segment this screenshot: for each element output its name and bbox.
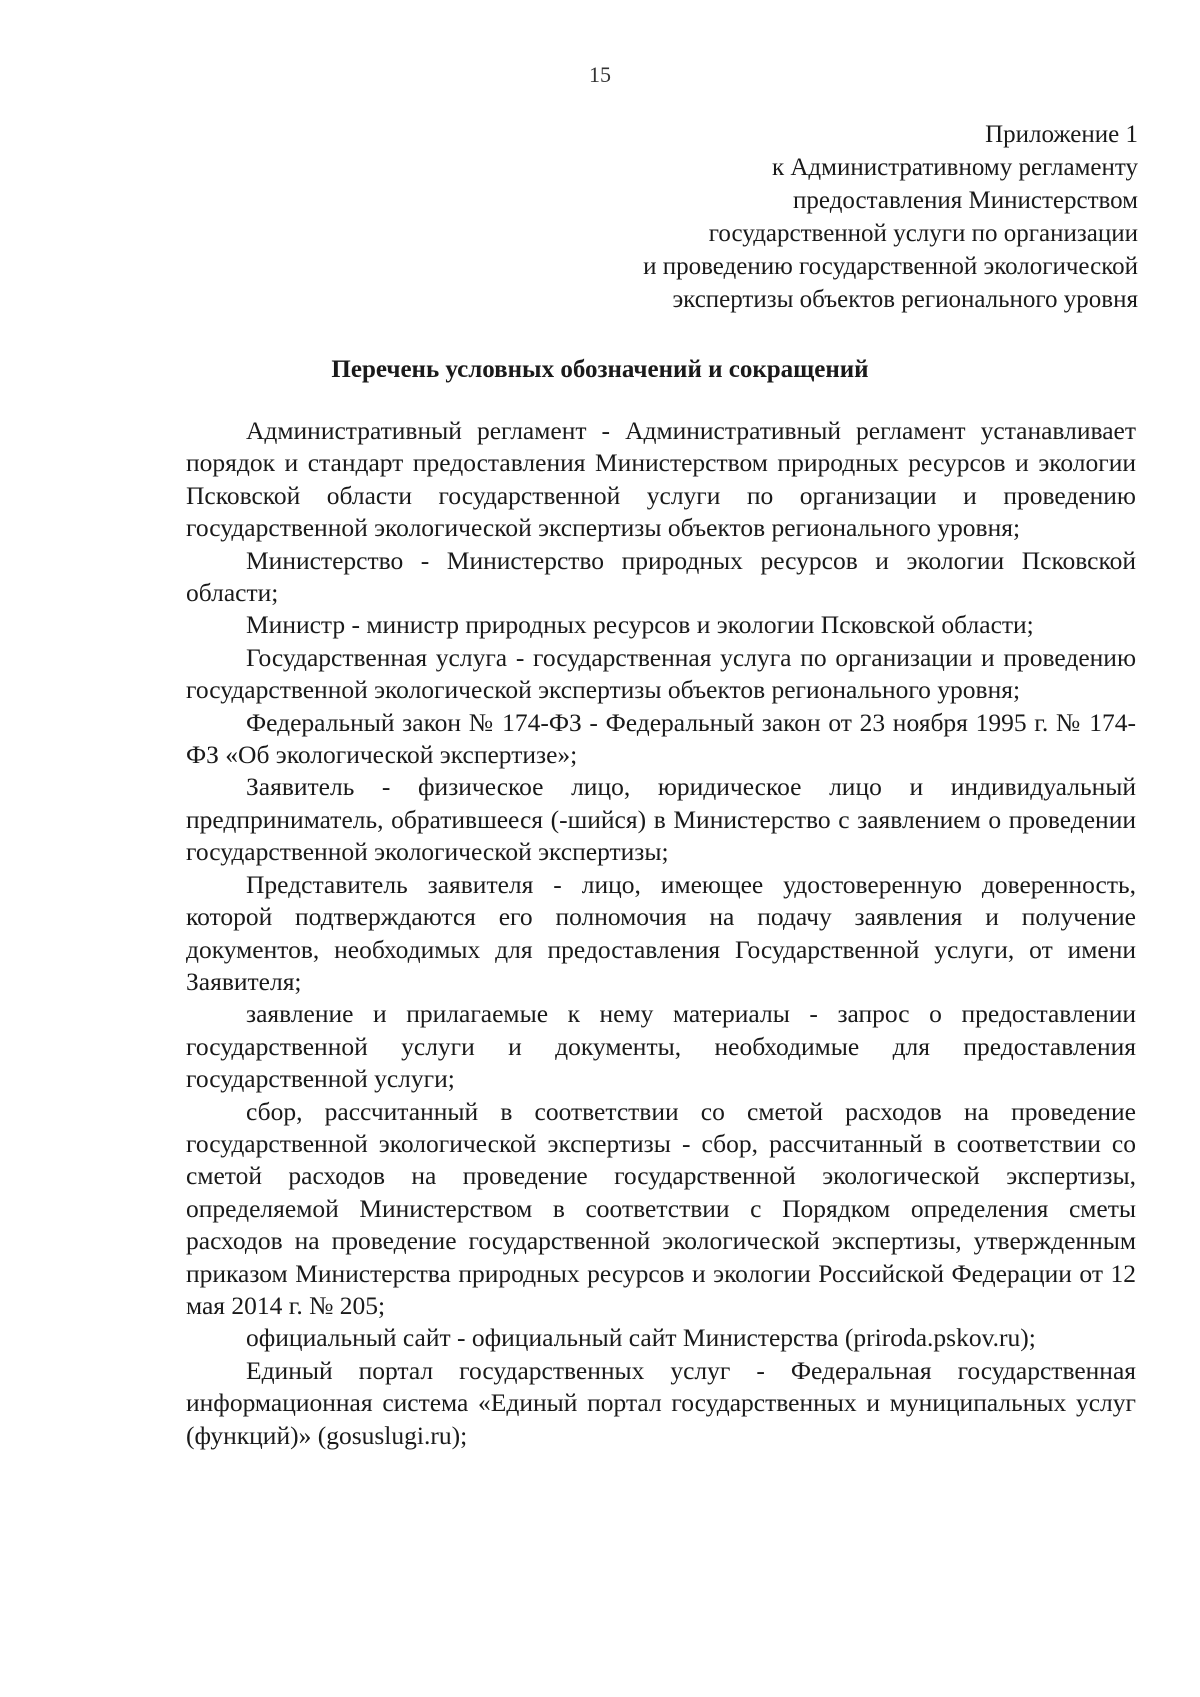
definition-state-service: Государственная услуга - государственная услуга по организации и проведению государственной экологической экспертизы объектов регионального уровня; xyxy=(186,642,1136,705)
appendix-line: и проведению государственной экологической xyxy=(643,253,1138,280)
definition-unified-portal: Единый портал государственных услуг - Федеральная государственная информационная система «Единый портал государственных и муниципальных услуг (функций)» (gosuslugi.ru); xyxy=(186,1355,1136,1450)
definition-application-materials: заявление и прилагаемые к нему материалы - запрос о предоставлении государственной услуги и документы, необходимые для предоставления государственной услуги; xyxy=(186,999,1136,1094)
appendix-line: экспертизы объектов регионального уровня xyxy=(672,286,1138,313)
appendix-line: Приложение 1 xyxy=(985,121,1138,148)
appendix-header xyxy=(458,118,1138,316)
page-number: 15 xyxy=(589,62,611,87)
definition-ministry: Министерство - Министерство природных ресурсов и экологии Псковской области; xyxy=(186,545,1136,608)
definition-applicant-representative: Представитель заявителя - лицо, имеющее удостоверенную доверенность, которой подтверждаются его полномочия на подачу заявления и получение документов, необходимых для предоставления Государственной услуги, от имени Заявителя; xyxy=(186,869,1136,996)
definition-minister: Министр - министр природных ресурсов и экологии Псковской области; xyxy=(246,610,1034,640)
definition-official-site: официальный сайт - официальный сайт Министерства (priroda.pskov.ru); xyxy=(246,1323,1036,1353)
appendix-line: к Административному регламенту xyxy=(771,154,1138,181)
definition-expertise-fee: сбор, рассчитанный в соответствии со сметой расходов на проведение государственной экологической экспертизы - сбор, рассчитанный в соответствии со сметой расходов на проведение государственной экологической экспертизы, определяемой Министерством в соответствии с Порядком определения сметы расходов на проведение государственной экологической экспертизы, утвержденным приказом Министерства природных ресурсов и экологии Российской Федерации от 12 мая 2014 г. № 205; xyxy=(186,1096,1136,1320)
definition-applicant: Заявитель - физическое лицо, юридическое лицо и индивидуальный предприниматель, обратившееся (-шийся) в Министерство с заявлением о проведении государственной экологической экспертизы; xyxy=(186,772,1136,867)
definition-administrative-regulation: Административный регламент - Административный регламент устанавливает порядок и стандарт предоставления Министерством природных ресурсов и экологии Псковской области государственной услуги по организации и проведению государственной экологической экспертизы объектов регионального уровня; xyxy=(186,416,1136,543)
definitions-list xyxy=(186,415,1136,1452)
appendix-line: государственной услуги по организации xyxy=(708,220,1138,247)
definition-federal-law: Федеральный закон № 174-ФЗ - Федеральный закон от 23 ноября 1995 г. № 174-ФЗ «Об экологической экспертизе»; xyxy=(186,707,1136,770)
appendix-line: предоставления Министерством xyxy=(793,187,1138,214)
document-title: Перечень условных обозначений и сокращений xyxy=(331,356,869,383)
